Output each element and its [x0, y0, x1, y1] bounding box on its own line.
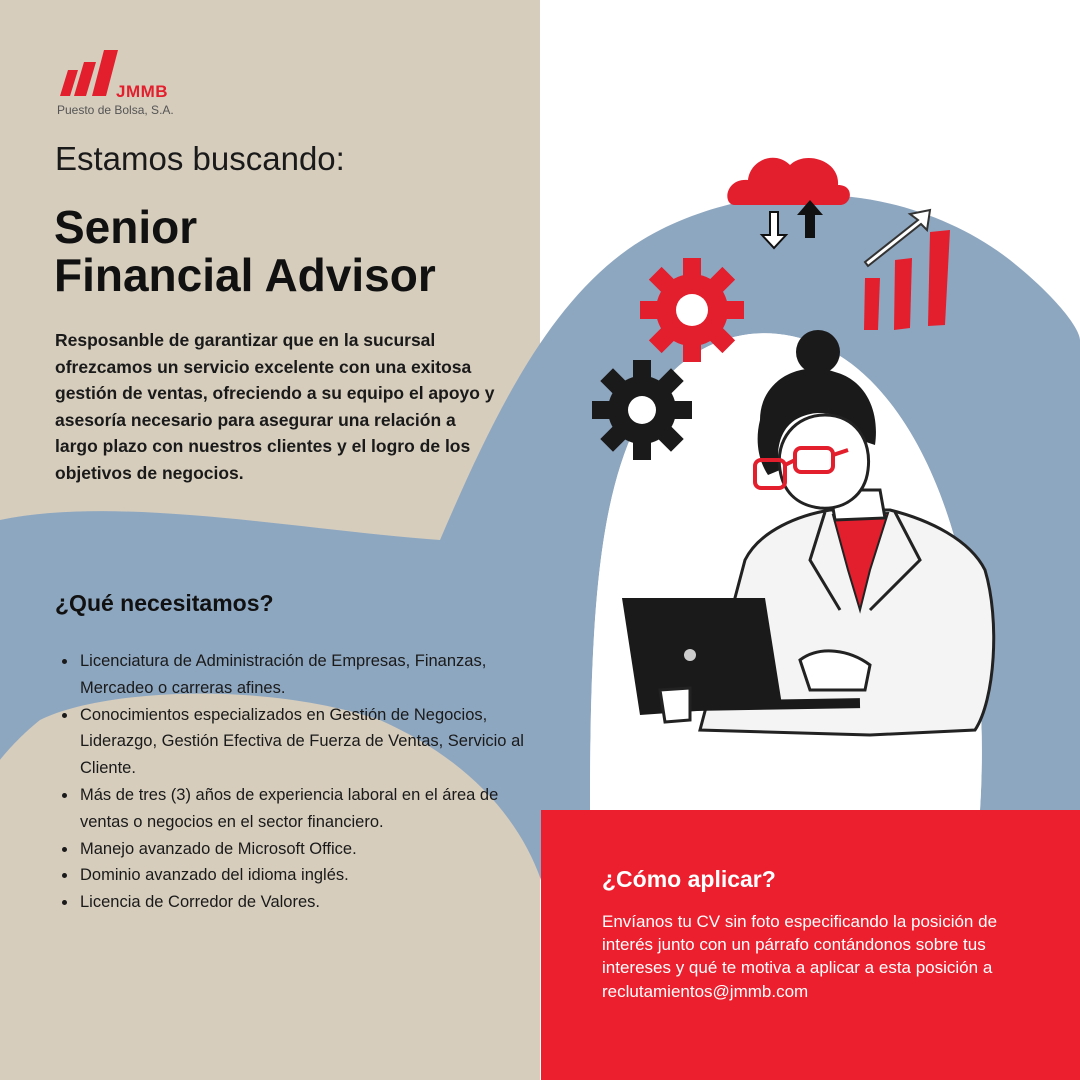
requirement-item: • Licencia de Corredor de Valores. — [78, 889, 528, 916]
requirement-item: • Licenciatura de Administración de Empresas, Finanzas, Mercadeo o carreras afines. — [78, 648, 528, 702]
requirement-item: • Dominio avanzado del idioma inglés. — [78, 862, 528, 889]
growth-chart-icon — [864, 210, 950, 330]
job-title — [54, 203, 436, 299]
gear-icon — [592, 360, 692, 460]
brand-subtitle: Puesto de Bolsa, S.A. — [57, 103, 174, 117]
cloud-upload-download-icon — [727, 158, 850, 248]
job-title-line1: Senior — [54, 201, 198, 253]
gear-icon — [640, 258, 744, 362]
woman-with-laptop-illustration — [622, 330, 994, 735]
requirements-heading: ¿Qué necesitamos? — [55, 590, 274, 616]
eyebrow-text: Estamos buscando: — [55, 140, 345, 177]
requirement-item: • Más de tres (3) años de experiencia laboral en el área de ventas o negocios en el sector financiero. — [78, 782, 528, 836]
requirement-item: • Conocimientos especializados en Gestión de Negocios, Liderazgo, Gestión Efectiva de Fuerza de Ventas, Servicio al Cliente. — [78, 702, 528, 782]
apply-section — [541, 810, 1080, 1080]
job-description: Resposanble de garantizar que en la sucursal ofrezcamos un servicio excelente con una exitosa gestión de ventas, ofreciendo a su equipo el apoyo y asesoría necesario para asegurar una relación a largo plazo con nuestros clientes y el logro de los objetivos de negocios. — [55, 330, 495, 483]
requirement-item: • Manejo avanzado de Microsoft Office. — [78, 836, 528, 863]
apply-text: Envíanos tu CV sin foto especificando la posición de interés junto con un párrafo contándonos sobre tus intereses y qué te motiva a aplicar a esta posición a reclutamientos@jmmb.com — [602, 912, 998, 1001]
requirements-list — [56, 648, 528, 916]
brand-name: JMMB — [116, 82, 169, 101]
apply-heading: ¿Cómo aplicar? — [602, 866, 776, 892]
job-title-line2: Financial Advisor — [54, 249, 436, 301]
illustration — [560, 130, 1060, 790]
